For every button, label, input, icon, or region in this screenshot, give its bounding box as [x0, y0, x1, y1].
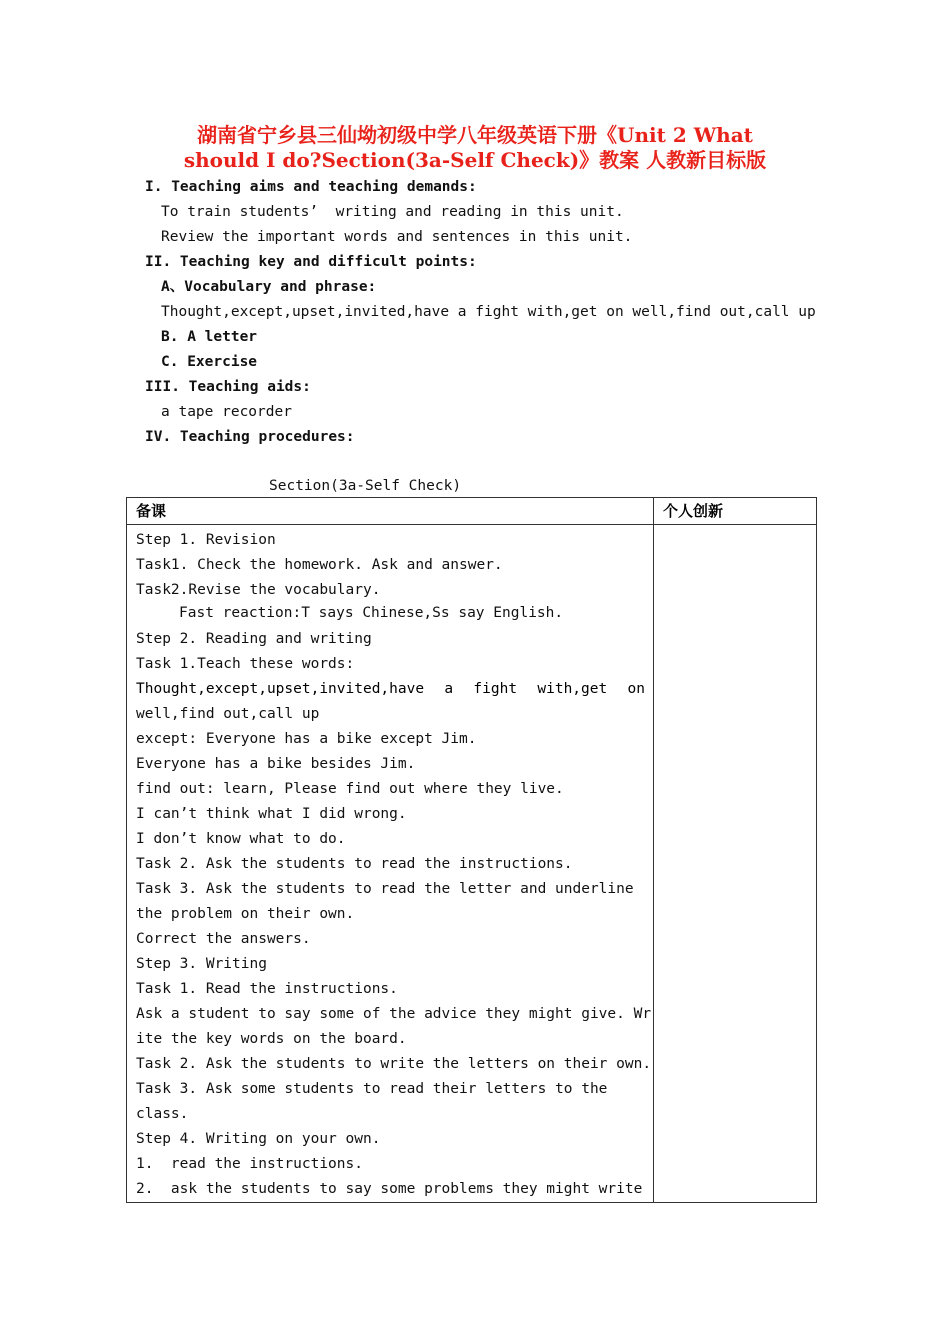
list-item: Correct the answers.	[136, 931, 311, 947]
list-item: Task 1. Read the instructions.	[136, 981, 398, 997]
list-item: Everyone has a bike besides Jim.	[136, 756, 416, 772]
aids-item: a tape recorder	[161, 404, 292, 420]
word: fight	[473, 681, 518, 697]
list-item: Ask a student to say some of the advice they might give. Wr	[136, 1006, 652, 1022]
list-item: the problem on their own.	[136, 906, 355, 922]
title-line-1: 湖南省宁乡县三仙坳初级中学八年级英语下册《Unit 2 What	[197, 123, 753, 147]
list-item: Step 1. Revision	[136, 532, 276, 548]
list-item: Step 2. Reading and writing	[136, 631, 372, 647]
innovation-cell	[654, 525, 817, 1203]
word: with,get	[537, 681, 608, 697]
subheading-exercise: C. Exercise	[161, 354, 258, 370]
list-item: well,find out,call up	[136, 706, 320, 722]
section-caption: Section(3a-Self Check)	[269, 478, 462, 494]
heading-teaching-aids: III. Teaching aids:	[145, 379, 311, 395]
word: Thought,except,upset,invited,have	[136, 681, 425, 697]
heading-teaching-aims: I. Teaching aims and teaching demands:	[145, 179, 477, 195]
list-item: I don’t know what to do.	[136, 831, 346, 847]
subheading-letter: B. A letter	[161, 329, 258, 345]
list-item: Task 1.Teach these words:	[136, 656, 355, 672]
subheading-vocabulary: A、Vocabulary and phrase:	[161, 279, 377, 295]
list-item: class.	[136, 1106, 189, 1122]
list-item: Task1. Check the homework. Ask and answer.	[136, 557, 503, 573]
list-item: Task2.Revise the vocabulary.	[136, 582, 381, 598]
vocabulary-list: Thought,except,upset,invited,have a fight with,get on well,find out,call up	[161, 304, 816, 320]
list-item: Task 2. Ask the students to write the letters on their own.	[136, 1056, 652, 1072]
word: on	[627, 681, 645, 697]
table-header-row	[127, 498, 817, 525]
list-item: 1. read the instructions.	[136, 1156, 363, 1172]
heading-key-points: II. Teaching key and difficult points:	[145, 254, 477, 270]
header-cell-preparation: 备课	[127, 498, 654, 525]
list-item: Step 4. Writing on your own.	[136, 1131, 381, 1147]
list-item: Step 3. Writing	[136, 956, 267, 972]
list-item: Fast reaction:T says Chinese,Ss say English.	[179, 605, 564, 621]
list-item: Task 2. Ask the students to read the instructions.	[136, 856, 573, 872]
title-line-2: should I do?Section(3a-Self Check)》教案 人教新目标版	[183, 148, 767, 172]
document-title	[120, 123, 830, 173]
list-item: find out: learn, Please find out where they live.	[136, 781, 564, 797]
list-item: ite the key words on the board.	[136, 1031, 407, 1047]
lesson-table	[126, 497, 817, 1203]
list-item: except: Everyone has a bike except Jim.	[136, 731, 477, 747]
header-cell-innovation: 个人创新	[654, 498, 817, 525]
list-item: Task 3. Ask the students to read the letter and underline	[136, 881, 634, 897]
aim-item-2: Review the important words and sentences in this unit.	[161, 229, 633, 245]
aim-item-1: To train students’ writing and reading in this unit.	[161, 204, 624, 220]
preparation-cell	[127, 525, 654, 1203]
list-item-justified	[136, 677, 645, 702]
heading-procedures: IV. Teaching procedures:	[145, 429, 355, 445]
list-item: 2. ask the students to say some problems they might write	[136, 1181, 643, 1197]
list-item: Task 3. Ask some students to read their letters to the	[136, 1081, 608, 1097]
word: a	[444, 681, 454, 697]
table-body-row	[127, 525, 817, 1203]
list-item: I can’t think what I did wrong.	[136, 806, 407, 822]
